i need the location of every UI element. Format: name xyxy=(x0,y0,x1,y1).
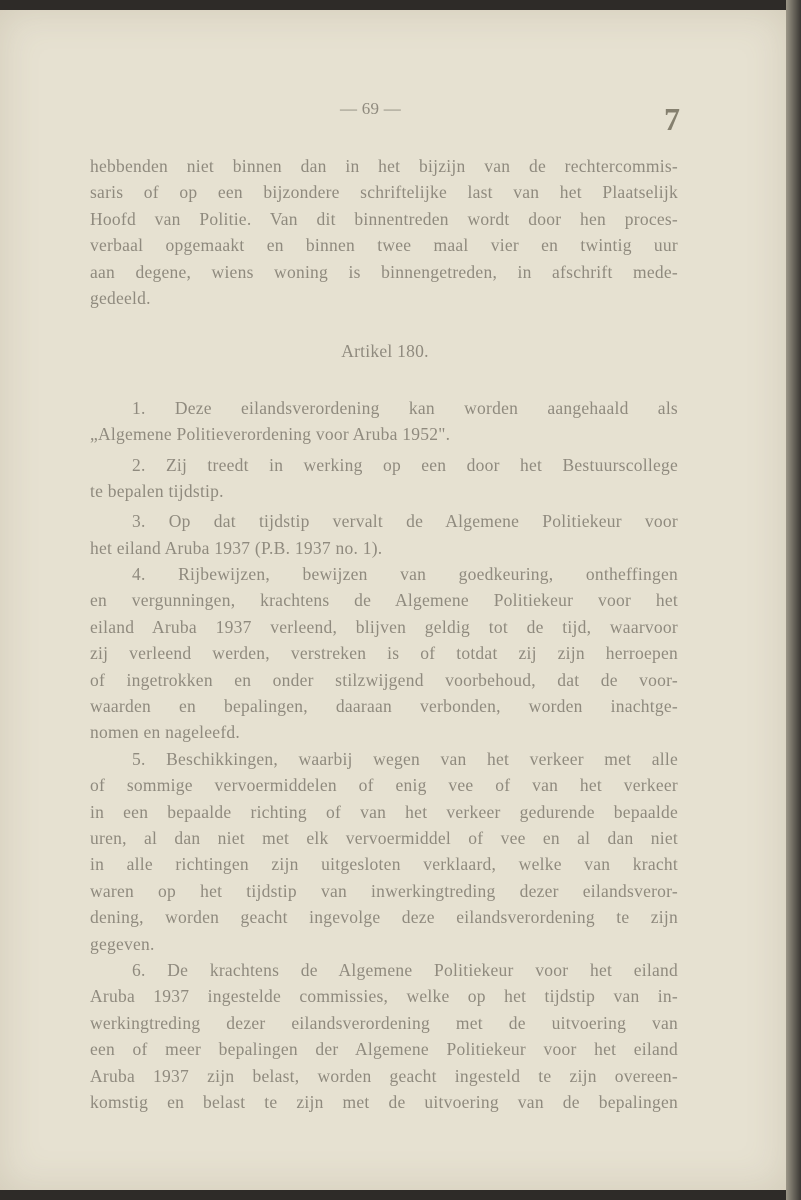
paragraph-2 xyxy=(90,452,678,505)
page-number: — 69 — xyxy=(340,99,401,118)
text-line: 3. Op dat tijdstip vervalt de Algemene Politiekeur voor xyxy=(132,511,678,532)
text-line: waren op het tijdstip van inwerkingtreding dezer eilandsveror- xyxy=(90,880,678,901)
article-heading: Artikel 180. xyxy=(341,341,429,362)
text-line: 2. Zij treedt in werking op een door het Bestuurscollege xyxy=(132,454,678,475)
text-line: of sommige vervoermiddelen of enig vee of van het verkeer xyxy=(90,775,678,796)
sheet-mark: 7 xyxy=(664,101,681,137)
paragraph-3 xyxy=(90,508,678,561)
text-line: hebbenden niet binnen dan in het bijzijn van de rechtercommis- xyxy=(90,156,678,176)
text-line: gedeeld. xyxy=(90,287,151,308)
text-line: een of meer bepalingen der Algemene Politiekeur voor het eiland xyxy=(90,1039,678,1060)
paragraph-5 xyxy=(90,746,678,957)
text-line: Aruba 1937 ingestelde commissies, welke op het tijdstip van in- xyxy=(90,986,678,1007)
text-line: saris of op een bijzondere schriftelijke last van het Plaatselijk xyxy=(90,182,678,203)
text-line: 1. Deze eilandsverordening kan worden aangehaald als xyxy=(132,397,678,418)
text-line: in een bepaalde richting of van het verkeer gedurende bepaalde xyxy=(90,801,678,822)
text-line: of ingetrokken en onder stilzwijgend voorbehoud, dat de voor- xyxy=(90,669,678,690)
text-line: aan degene, wiens woning is binnengetreden, in afschrift mede- xyxy=(90,261,678,282)
paragraph-1 xyxy=(90,395,678,448)
text-line: gegeven. xyxy=(90,933,155,954)
text-line: 6. De krachtens de Algemene Politiekeur voor het eiland xyxy=(132,959,678,980)
text-line: „Algemene Politieverordening voor Aruba 1952". xyxy=(90,424,451,445)
text-line: eiland Aruba 1937 verleend, blijven geldig tot de tijd, waarvoor xyxy=(90,616,678,637)
text-line: en vergunningen, krachtens de Algemene Politiekeur voor het xyxy=(90,590,678,611)
scan-edge xyxy=(786,0,801,1200)
text-line: dening, worden geacht ingevolge deze eilandsverordening te zijn xyxy=(90,907,678,928)
text-line: komstig en belast te zijn met de uitvoering van de bepalingen xyxy=(90,1091,678,1112)
paragraph-6 xyxy=(90,957,678,1115)
text-line: Aruba 1937 zijn belast, worden geacht ingesteld te zijn overeen- xyxy=(90,1065,678,1086)
text-line: nomen en nageleefd. xyxy=(90,722,241,743)
text-line: Hoofd van Politie. Van dit binnentreden wordt door hen proces- xyxy=(90,208,678,229)
text-line: verbaal opgemaakt en binnen twee maal vier en twintig uur xyxy=(90,235,678,256)
page-body xyxy=(90,153,678,1115)
text-line: 4. Rijbewijzen, bewijzen van goedkeuring, ontheffingen xyxy=(132,564,678,585)
text-line: 5. Beschikkingen, waarbij wegen van het verkeer met alle xyxy=(132,748,678,769)
text-line: waarden en bepalingen, daaraan verbonden, worden inachtge- xyxy=(90,696,678,717)
document-page xyxy=(0,10,786,1190)
text-line: in alle richtingen zijn uitgesloten verklaard, welke van kracht xyxy=(90,854,678,875)
paragraph-4 xyxy=(90,561,678,746)
text-line: te bepalen tijdstip. xyxy=(90,480,224,501)
intro-paragraph xyxy=(90,153,678,311)
text-line: het eiland Aruba 1937 (P.B. 1937 no. 1). xyxy=(90,537,383,558)
text-line: zij verleend werden, verstreken is of totdat zij zijn herroepen xyxy=(90,643,678,664)
text-line: werkingtreding dezer eilandsverordening met de uitvoering van xyxy=(90,1012,678,1033)
text-line: uren, al dan niet met elk vervoermiddel of vee en al dan niet xyxy=(90,827,678,848)
